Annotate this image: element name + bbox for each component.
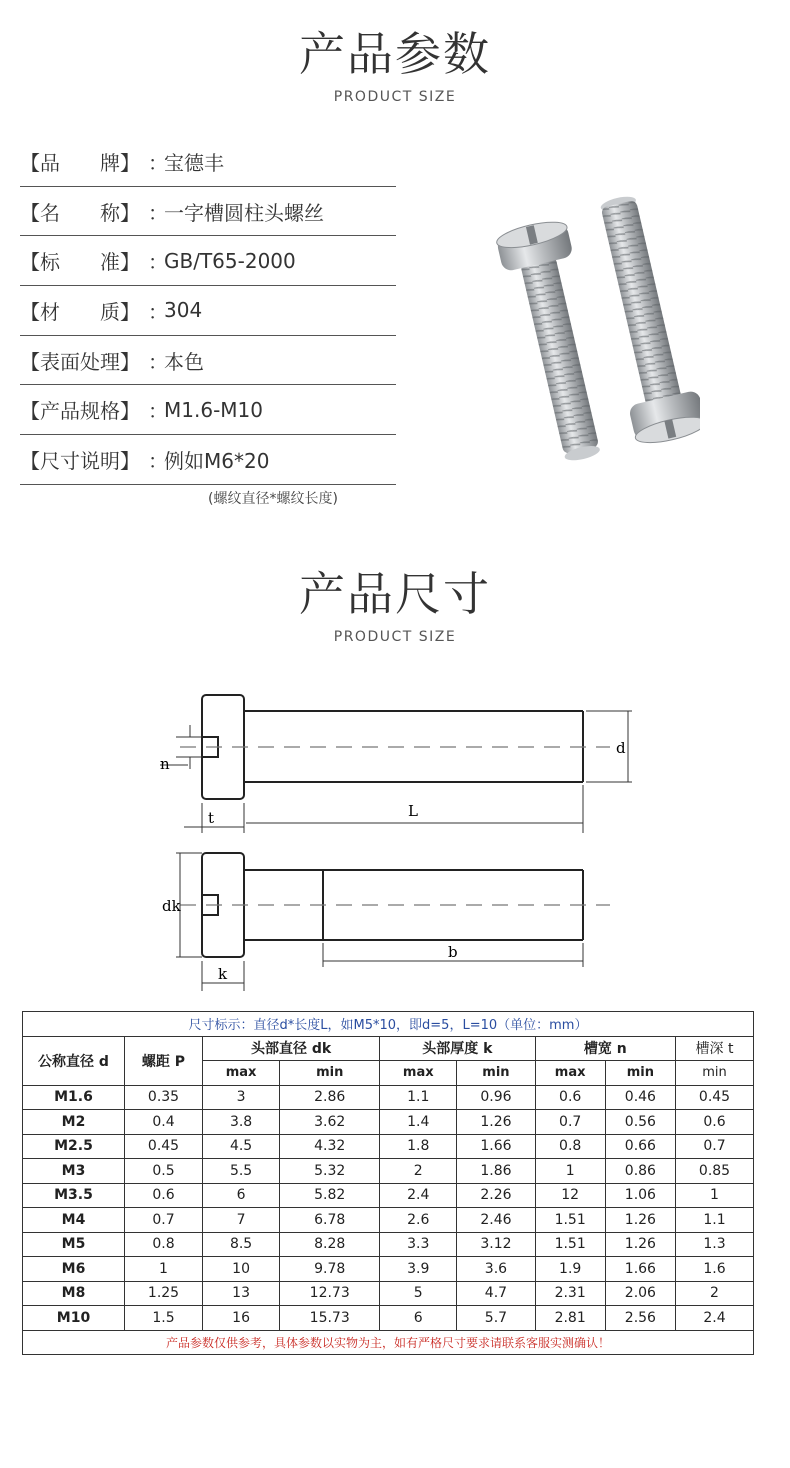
label-d: d [616,739,626,757]
row-cell: 0.46 [605,1085,675,1110]
row-cell: 1.26 [605,1208,675,1233]
row-cell: 0.6 [535,1085,605,1110]
product-photo [440,195,700,495]
spec-key: 【尺寸说明】 [20,448,140,473]
row-cell: 1.66 [457,1134,535,1159]
row-cell: 2.06 [605,1281,675,1306]
label-t: t [208,809,215,827]
row-cell: 0.56 [605,1110,675,1135]
row-cell: 2.81 [535,1306,605,1331]
row-cell: 0.35 [125,1085,203,1110]
row-cell: 7 [203,1208,280,1233]
row-cell: 4.7 [457,1281,535,1306]
spec-list [20,137,396,485]
label-b: b [448,943,458,961]
row-cell: 8.28 [280,1232,380,1257]
row-cell: 6 [380,1306,457,1331]
label-dk: dk [162,897,181,915]
header-pitch: 螺距 P [125,1036,203,1085]
row-cell: 0.8 [535,1134,605,1159]
row-cell: 10 [203,1257,280,1282]
spec-colon: ： [148,448,168,473]
row-cell: 0.5 [125,1159,203,1184]
spec-value: M1.6-M10 [164,397,263,422]
label-n: n [160,755,170,773]
header-max: max [380,1061,457,1086]
dimension-diagram [140,685,640,995]
row-cell: 8.5 [203,1232,280,1257]
table-row [23,1281,754,1306]
label-k: k [218,965,228,983]
header-head-dia: 头部直径 dk [203,1036,380,1061]
row-cell: 13 [203,1281,280,1306]
spec-key: 【表面处理】 [20,349,140,374]
row-cell: 3.9 [380,1257,457,1282]
header-min: min [280,1061,380,1086]
row-cell: 2.86 [280,1085,380,1110]
header-min: min [605,1061,675,1086]
header-max: max [535,1061,605,1086]
row-cell: 0.45 [676,1085,754,1110]
row-cell: 1 [676,1183,754,1208]
header-max: max [203,1061,280,1086]
spec-note: (螺纹直径*螺纹长度) [208,491,338,507]
row-cell: 1.26 [457,1110,535,1135]
row-cell: 3 [203,1085,280,1110]
row-cell: 0.66 [605,1134,675,1159]
spec-value: 宝德丰 [164,150,224,175]
table-row [23,1159,754,1184]
row-spec: M1.6 [23,1085,125,1110]
spec-key: 【标 准】 [20,250,140,275]
row-spec: M3.5 [23,1183,125,1208]
screw-2 [582,195,700,448]
row-cell: 12 [535,1183,605,1208]
spec-colon: ： [148,150,168,175]
section-title-params: 产品参数 [299,27,491,81]
row-cell: 0.45 [125,1134,203,1159]
spec-value: GB/T65-2000 [164,248,296,273]
row-cell: 1.8 [380,1134,457,1159]
row-cell: 2.46 [457,1208,535,1233]
spec-value: 304 [164,298,203,323]
row-cell: 1.4 [380,1110,457,1135]
section-subtitle-size: PRODUCT SIZE [333,629,457,645]
row-cell: 0.96 [457,1085,535,1110]
row-cell: 6.78 [280,1208,380,1233]
row-cell: 1.26 [605,1232,675,1257]
table-row [23,1134,754,1159]
spec-value: 一字槽圆柱头螺丝 [164,200,324,225]
table-row [23,1232,754,1257]
row-cell: 0.4 [125,1110,203,1135]
row-cell: 1.1 [380,1085,457,1110]
header-head-thick: 头部厚度 k [380,1036,535,1061]
spec-colon: ： [148,250,168,275]
row-cell: 3.62 [280,1110,380,1135]
row-cell: 9.78 [280,1257,380,1282]
row-cell: 6 [203,1183,280,1208]
header-slot-depth: 槽深 t [676,1036,754,1061]
row-cell: 1.1 [676,1208,754,1233]
row-spec: M2.5 [23,1134,125,1159]
row-cell: 2 [380,1159,457,1184]
row-cell: 0.86 [605,1159,675,1184]
spec-key: 【品 牌】 [20,150,140,175]
table-row [23,1085,754,1110]
row-cell: 5.32 [280,1159,380,1184]
spec-row [20,137,396,187]
row-cell: 2.26 [457,1183,535,1208]
row-cell: 1.66 [605,1257,675,1282]
row-cell: 1.25 [125,1281,203,1306]
section-title-size: 产品尺寸 [299,567,491,621]
spec-value: 例如M6*20 [164,448,270,473]
row-spec: M5 [23,1232,125,1257]
spec-colon: ： [148,349,168,374]
table-caption: 尺寸标示：直径d*长度L，如M5*10，即d=5，L=10（单位：mm） [23,1012,754,1037]
row-cell: 1.9 [535,1257,605,1282]
row-cell: 1.06 [605,1183,675,1208]
label-L: L [408,802,418,820]
row-cell: 4.32 [280,1134,380,1159]
header-slot-width: 槽宽 n [535,1036,675,1061]
dimension-table [22,1011,754,1355]
spec-row [20,435,396,485]
header-min: min [676,1061,754,1086]
spec-key: 【名 称】 [20,200,140,225]
row-cell: 2.4 [380,1183,457,1208]
row-cell: 1 [125,1257,203,1282]
spec-row [20,385,396,435]
spec-key: 【产品规格】 [20,399,140,424]
row-spec: M4 [23,1208,125,1233]
spec-row [20,187,396,237]
row-cell: 0.6 [676,1110,754,1135]
table-row [23,1306,754,1331]
row-cell: 1.6 [676,1257,754,1282]
table-row [23,1208,754,1233]
screw-1 [495,217,619,467]
table-row [23,1183,754,1208]
row-cell: 2.31 [535,1281,605,1306]
row-spec: M10 [23,1306,125,1331]
row-cell: 16 [203,1306,280,1331]
row-cell: 1.3 [676,1232,754,1257]
section-subtitle-params: PRODUCT SIZE [333,89,457,105]
row-cell: 0.7 [125,1208,203,1233]
row-cell: 0.7 [535,1110,605,1135]
row-cell: 3.12 [457,1232,535,1257]
row-cell: 5 [380,1281,457,1306]
row-cell: 2 [676,1281,754,1306]
spec-row [20,236,396,286]
row-cell: 1.86 [457,1159,535,1184]
row-cell: 0.8 [125,1232,203,1257]
row-cell: 2.56 [605,1306,675,1331]
spec-row [20,286,396,336]
spec-row [20,336,396,386]
row-spec: M8 [23,1281,125,1306]
table-row [23,1257,754,1282]
row-cell: 0.85 [676,1159,754,1184]
spec-colon: ： [148,200,168,225]
row-cell: 3.6 [457,1257,535,1282]
row-cell: 1 [535,1159,605,1184]
table-footer: 产品参数仅供参考，具体参数以实物为主，如有严格尺寸要求请联系客服实测确认！ [23,1330,754,1355]
header-nominal: 公称直径 d [23,1036,125,1085]
spec-colon: ： [148,299,168,324]
row-spec: M6 [23,1257,125,1282]
row-cell: 1.51 [535,1208,605,1233]
row-cell: 1.51 [535,1232,605,1257]
table-row [23,1110,754,1135]
row-cell: 0.7 [676,1134,754,1159]
row-cell: 3.3 [380,1232,457,1257]
row-cell: 2.6 [380,1208,457,1233]
row-cell: 5.7 [457,1306,535,1331]
row-cell: 1.5 [125,1306,203,1331]
header-min: min [457,1061,535,1086]
row-cell: 4.5 [203,1134,280,1159]
spec-key: 【材 质】 [20,299,140,324]
row-cell: 2.4 [676,1306,754,1331]
row-cell: 5.82 [280,1183,380,1208]
row-spec: M2 [23,1110,125,1135]
row-cell: 0.6 [125,1183,203,1208]
row-spec: M3 [23,1159,125,1184]
spec-value: 本色 [164,349,204,374]
row-cell: 15.73 [280,1306,380,1331]
row-cell: 3.8 [203,1110,280,1135]
row-cell: 12.73 [280,1281,380,1306]
row-cell: 5.5 [203,1159,280,1184]
spec-colon: ： [148,399,168,424]
